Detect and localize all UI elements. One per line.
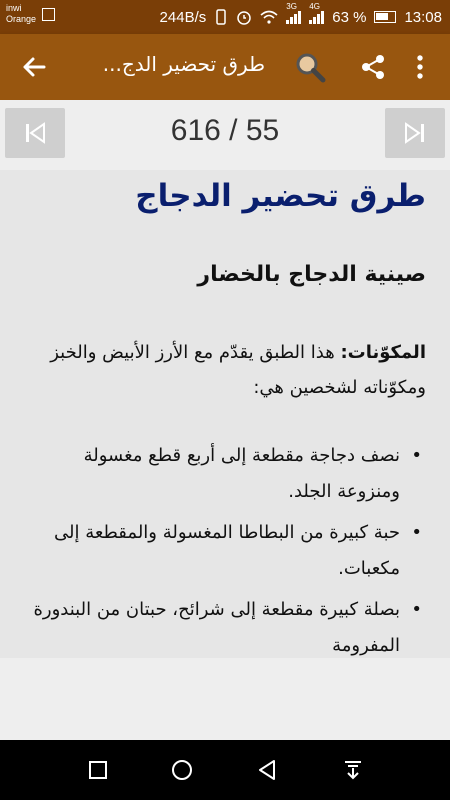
wifi-icon [260,10,278,24]
notification-pull-icon[interactable] [341,758,365,782]
share-icon[interactable] [358,52,388,82]
ingredients-intro: هذا الطبق يقدّم مع الأرز الأبيض والخبز ومكوّناته لشخصين هي: [50,342,426,398]
skip-previous-icon [23,121,47,145]
battery-percent: 63 % [332,8,367,26]
carrier-2: Orange [6,14,37,24]
skip-next-icon [403,121,427,145]
list-item: • حبة كبيرة من البطاطا المغسولة والمقطعة إلى مكعبات. [30,515,426,587]
status-bar [0,0,450,34]
alarm-icon [236,9,252,25]
page-navigator [0,100,450,170]
image-notification-icon [42,8,55,21]
system-nav-bar [0,740,450,800]
next-page-button[interactable] [385,108,445,158]
network-speed: 244B/s [159,8,207,26]
battery-icon [374,11,396,23]
ingredients-list [30,438,426,658]
back-icon[interactable] [255,758,279,782]
arrow-back-icon[interactable] [18,51,50,83]
carrier-labels [6,3,36,25]
search-icon[interactable] [292,49,328,85]
signal-1 [286,2,301,24]
recent-apps-icon[interactable] [86,758,110,782]
status-right-group [160,0,442,34]
net-type-1: 3G [286,2,297,11]
net-type-2: 4G [309,2,320,11]
signal-bars-icon [286,10,301,24]
home-icon[interactable] [170,758,194,782]
vibrate-icon [214,9,228,25]
app-bar-title: طرق تحضير الدج... [102,52,265,76]
clock: 13:08 [404,8,442,26]
list-item: • نصف دجاجة مقطعة إلى أربع قطع مغسولة ومنزوعة الجلد. [30,438,426,510]
section-heading: صينية الدجاج بالخضار [197,262,426,287]
ingredients-paragraph [30,335,426,405]
signal-2 [309,2,324,24]
app-bar [0,34,450,100]
carrier-1: inwi [6,3,22,13]
ingredients-label: المكوّنات: [340,342,426,363]
article-content[interactable] [0,170,450,658]
article-title: طرق تحضير الدجاج [135,178,426,214]
list-item: • بصلة كبيرة مقطعة إلى شرائح، حبتان من البندورة المفرومة [30,592,426,658]
page-counter: 616 / 55 [170,114,280,147]
signal-bars-icon [309,10,324,24]
previous-page-button[interactable] [5,108,65,158]
more-vert-icon[interactable] [408,52,432,82]
